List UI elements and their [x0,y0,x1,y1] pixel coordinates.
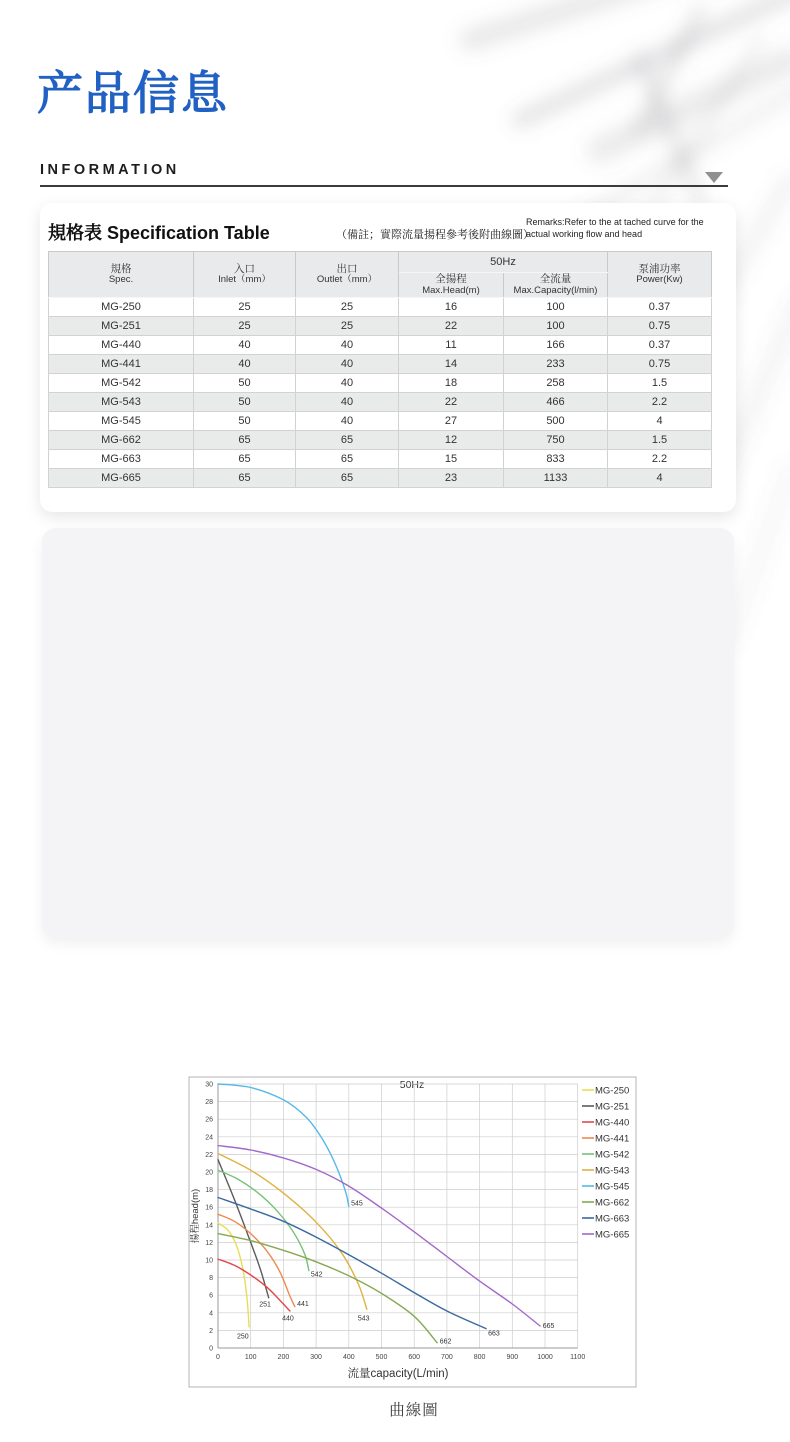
value-cell: 233 [504,354,608,373]
svg-text:26: 26 [205,1116,213,1124]
series-label-665: 665 [542,1322,555,1330]
chart-title: 50Hz [399,1079,425,1091]
spec-note: （備註；實際流量揚程參考後附曲線圖） [336,229,534,241]
value-cell: 0.75 [608,354,712,373]
chevron-down-icon [705,172,723,183]
spec-section-title: 規格表 Specification Table [48,223,270,243]
col-header-maxcapacity: 全流量 Max.Capacity(l/min) [504,273,608,298]
svg-text:MG-545: MG-545 [595,1181,630,1193]
value-cell: 40 [296,373,399,392]
svg-text:MG-543: MG-543 [595,1165,630,1177]
series-label-542: 542 [310,1271,323,1279]
series-label-663: 663 [488,1330,500,1338]
value-cell: 23 [399,468,504,487]
spec-cell: MG-250 [49,297,194,316]
table-row [49,392,712,411]
chart-caption: 曲線圖 [389,1402,439,1419]
value-cell: 40 [296,354,399,373]
tick-labels [205,1082,585,1362]
spec-cell: MG-542 [49,373,194,392]
value-cell: 100 [504,297,608,316]
svg-text:MG-662: MG-662 [595,1197,630,1209]
curve-chart-panel [158,1058,670,1442]
svg-text:100: 100 [244,1354,257,1361]
svg-text:MG-250: MG-250 [595,1085,630,1097]
value-cell: 40 [296,411,399,430]
spec-table-body [49,297,712,487]
svg-text:MG-665: MG-665 [595,1229,630,1241]
table-row [49,430,712,449]
svg-text:10: 10 [205,1257,213,1265]
svg-text:30: 30 [205,1081,213,1089]
legend [582,1086,629,1241]
value-cell: 0.37 [608,297,712,316]
value-cell: 50 [194,392,296,411]
value-cell: 11 [399,335,504,354]
col-header-power: 泵浦功率 Power(Kw) [608,252,712,298]
table-row [49,335,712,354]
col-header-inlet: 入口 Inlet（mm） [194,252,296,298]
svg-text:800: 800 [473,1354,486,1361]
value-cell: 12 [399,430,504,449]
pump-curve-chart [158,1058,670,1398]
series-label-545: 545 [351,1200,363,1208]
spec-cell: MG-665 [49,468,194,487]
value-cell: 22 [399,316,504,335]
value-cell: 15 [399,449,504,468]
value-cell: 27 [399,411,504,430]
remarks-line1: Remarks:Refer to the at tached curve for the [526,217,704,227]
svg-text:600: 600 [408,1354,421,1361]
svg-text:MG-663: MG-663 [595,1213,630,1225]
value-cell: 100 [504,316,608,335]
spec-cell: MG-441 [49,354,194,373]
svg-text:18: 18 [205,1187,213,1195]
svg-text:0: 0 [216,1354,220,1361]
value-cell: 1133 [504,468,608,487]
series-MG-440 [218,1259,290,1311]
svg-text:16: 16 [205,1204,213,1212]
value-cell: 1.5 [608,430,712,449]
table-row [49,354,712,373]
svg-text:MG-542: MG-542 [595,1149,630,1161]
table-row [49,449,712,468]
svg-text:300: 300 [310,1354,322,1361]
value-cell: 40 [296,335,399,354]
page-subtitle: INFORMATION [40,162,180,178]
svg-text:14: 14 [205,1222,213,1230]
value-cell: 166 [504,335,608,354]
table-row [49,411,712,430]
value-cell: 25 [296,316,399,335]
value-cell: 65 [296,430,399,449]
value-cell: 0.75 [608,316,712,335]
value-cell: 25 [194,297,296,316]
spec-table [48,251,712,488]
remarks-line2: actual working flow and head [526,228,643,239]
svg-text:6: 6 [209,1292,213,1300]
value-cell: 65 [194,449,296,468]
svg-text:MG-441: MG-441 [595,1133,630,1145]
curve-chart-card [42,528,734,1419]
svg-text:0: 0 [209,1345,213,1353]
value-cell: 65 [296,449,399,468]
value-cell: 500 [504,411,608,430]
table-row [49,468,712,487]
spec-remarks [526,217,728,240]
value-cell: 18 [399,373,504,392]
spec-cell: MG-663 [49,449,194,468]
value-cell: 14 [399,354,504,373]
svg-text:12: 12 [205,1239,213,1247]
series-label-440: 440 [282,1315,294,1323]
svg-text:28: 28 [205,1099,213,1107]
chart-frame [189,1077,636,1387]
value-cell: 2.2 [608,449,712,468]
svg-text:200: 200 [277,1354,290,1361]
svg-text:MG-440: MG-440 [595,1117,630,1129]
series-label-543: 543 [357,1315,370,1323]
page-title: 产品信息 [37,67,229,119]
x-axis-title: 流量capacity(L/min) [347,1368,449,1380]
spec-table-card [40,203,736,512]
table-row [49,297,712,316]
value-cell: 258 [504,373,608,392]
value-cell: 1.5 [608,373,712,392]
svg-text:4: 4 [209,1310,213,1318]
svg-text:22: 22 [205,1151,213,1159]
value-cell: 25 [194,316,296,335]
value-cell: 750 [504,430,608,449]
series-label-441: 441 [297,1300,309,1308]
col-header-50hz: 50Hz [399,252,608,273]
value-cell: 40 [194,335,296,354]
spec-cell: MG-543 [49,392,194,411]
spec-cell: MG-545 [49,411,194,430]
series-label-250: 250 [237,1333,249,1341]
value-cell: 4 [608,468,712,487]
value-cell: 833 [504,449,608,468]
svg-text:900: 900 [506,1354,519,1361]
header-rule [40,185,728,187]
svg-text:1100: 1100 [570,1354,586,1361]
table-row [49,373,712,392]
svg-text:8: 8 [209,1275,213,1283]
value-cell: 25 [296,297,399,316]
col-header-maxhead: 全揚程 Max.Head(m) [399,273,504,298]
value-cell: 40 [296,392,399,411]
value-cell: 50 [194,411,296,430]
svg-text:24: 24 [205,1134,213,1142]
svg-text:2: 2 [209,1327,213,1335]
value-cell: 466 [504,392,608,411]
value-cell: 65 [194,430,296,449]
value-cell: 0.37 [608,335,712,354]
col-header-spec: 規格 Spec. [49,252,194,298]
svg-text:400: 400 [342,1354,355,1361]
svg-text:MG-251: MG-251 [595,1101,630,1113]
svg-text:700: 700 [441,1354,453,1361]
spec-cell: MG-251 [49,316,194,335]
value-cell: 40 [194,354,296,373]
value-cell: 65 [194,468,296,487]
col-header-outlet: 出口 Outlet（mm） [296,252,399,298]
value-cell: 65 [296,468,399,487]
svg-text:500: 500 [375,1354,388,1361]
table-row [49,316,712,335]
svg-text:1000: 1000 [537,1354,553,1361]
series-label-662: 662 [439,1338,452,1346]
series-MG-665 [218,1146,540,1326]
value-cell: 4 [608,411,712,430]
spec-cell: MG-440 [49,335,194,354]
y-axis-title: 揚程head(m) [190,1188,201,1244]
value-cell: 50 [194,373,296,392]
value-cell: 16 [399,297,504,316]
spec-cell: MG-662 [49,430,194,449]
value-cell: 22 [399,392,504,411]
svg-text:20: 20 [205,1169,213,1177]
value-cell: 2.2 [608,392,712,411]
series-label-251: 251 [259,1301,271,1309]
